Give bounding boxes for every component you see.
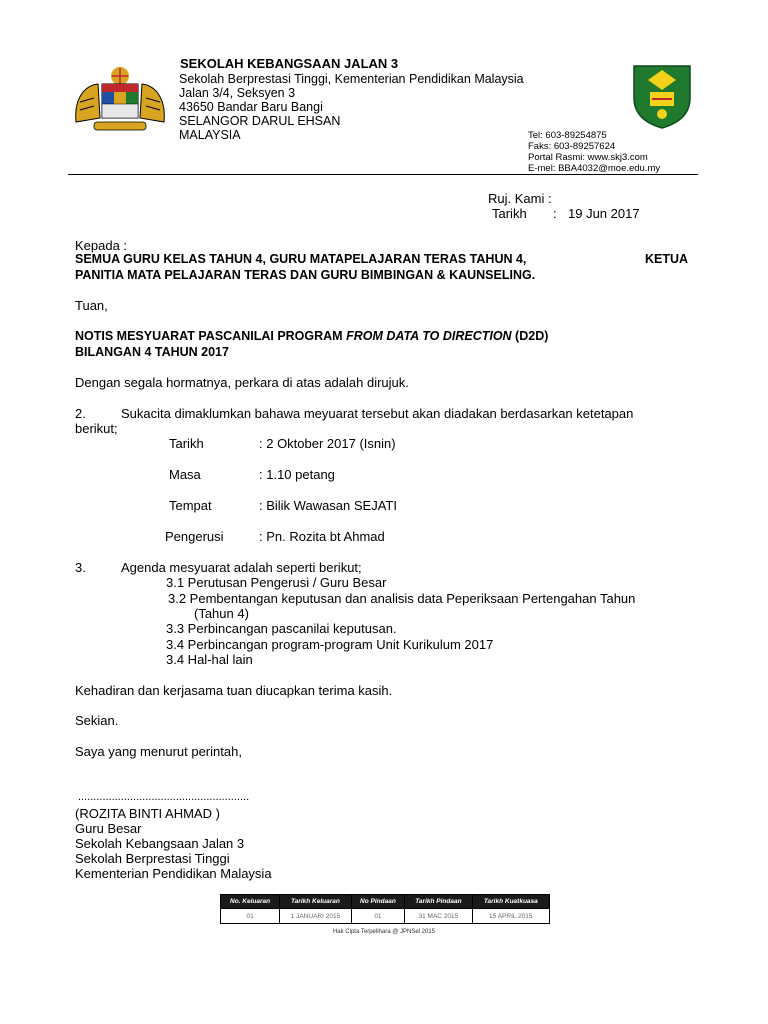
agenda-item: 3.1 Perutusan Pengerusi / Guru Besar xyxy=(166,575,387,590)
header-line-1: Sekolah Berprestasi Tinggi, Kementerian Pendidikan Malaysia xyxy=(179,72,524,86)
school-badge-logo xyxy=(628,58,696,130)
detail-label: Masa xyxy=(169,467,201,482)
copyright-notice: Hak Cipta Terpelihara @ JPNSel 2015 xyxy=(332,929,436,935)
signatory-school-status: Sekolah Berprestasi Tinggi xyxy=(75,851,230,866)
kepada-label: Kepada : xyxy=(75,238,128,253)
header-line-3: 43650 Bandar Baru Bangi xyxy=(179,100,323,114)
salutation: Tuan, xyxy=(75,298,108,313)
table-cell: 1 JANUARI 2015 xyxy=(280,909,352,924)
table-cell: 01 xyxy=(351,909,405,924)
table-header: No Pindaan xyxy=(351,895,405,909)
agenda-item: 3.4 Hal-hal lain xyxy=(166,652,253,667)
document-control-table xyxy=(220,894,550,924)
table-header: Tarikh Pindaan xyxy=(405,895,472,909)
sekian: Sekian. xyxy=(75,713,119,728)
recipient-line-1-end: KETUA xyxy=(645,252,689,266)
signatory-school: Sekolah Kebangsaan Jalan 3 xyxy=(75,836,245,851)
subject-line-2: BILANGAN 4 TAHUN 2017 xyxy=(75,345,229,359)
detail-label: Tempat xyxy=(169,498,212,513)
table-header: Tarikh Keluaran xyxy=(280,895,352,909)
detail-value: : Pn. Rozita bt Ahmad xyxy=(259,529,385,544)
school-name: SEKOLAH KEBANGSAAN JALAN 3 xyxy=(180,56,399,71)
ref-tarikh-value: 19 Jun 2017 xyxy=(568,206,640,221)
table-cell: 15 APRIL 2015 xyxy=(472,909,549,924)
recipient-line-1: SEMUA GURU KELAS TAHUN 4, GURU MATAPELAJARAN TERAS TAHUN 4, xyxy=(75,252,527,266)
para-2-number: 2. xyxy=(75,406,86,421)
ref-tarikh-label: Tarikh xyxy=(492,206,527,221)
signature-line: ........................................................ xyxy=(78,791,250,803)
table-header-row xyxy=(221,895,550,909)
agenda-item-cont: (Tahun 4) xyxy=(194,606,249,621)
detail-value: : Bilik Wawasan SEJATI xyxy=(259,498,397,513)
table-row xyxy=(221,909,550,924)
agenda-item: 3.3 Perbincangan pascanilai keputusan. xyxy=(166,621,397,636)
contact-portal: Portal Rasmi: www.skj3.com xyxy=(528,152,648,163)
signatory-ministry: Kementerian Pendidikan Malaysia xyxy=(75,866,272,881)
header-line-4: SELANGOR DARUL EHSAN xyxy=(179,114,341,128)
detail-value: : 2 Oktober 2017 (Isnin) xyxy=(259,436,396,451)
closing-line: Saya yang menurut perintah, xyxy=(75,744,242,759)
table-cell: 31 MAC 2015 xyxy=(405,909,472,924)
table-header: Tarikh Kuatkuasa xyxy=(472,895,549,909)
para-2-text: Sukacita dimaklumkan bahawa meyuarat tersebut akan diadakan berdasarkan ketetapan xyxy=(121,406,634,421)
recipient-line-2: PANITIA MATA PELAJARAN TERAS DAN GURU BIMBINGAN & KAUNSELING. xyxy=(75,268,536,282)
opening-paragraph: Dengan segala hormatnya, perkara di atas adalah dirujuk. xyxy=(75,375,409,390)
header-line-5: MALAYSIA xyxy=(179,128,241,142)
ref-tarikh-sep: : xyxy=(553,206,557,221)
signatory-title: Guru Besar xyxy=(75,821,142,836)
detail-label: Tarikh xyxy=(169,436,204,451)
para-3-text: Agenda mesyuarat adalah seperti berikut; xyxy=(121,560,362,575)
subject-line-1: NOTIS MESYUARAT PASCANILAI PROGRAM FROM DATA TO DIRECTION (D2D) xyxy=(75,329,549,343)
para-2-cont: berikut; xyxy=(75,421,118,436)
ref-ruj: Ruj. Kami : xyxy=(488,191,552,206)
signatory-name: (ROZITA BINTI AHMAD ) xyxy=(75,806,220,821)
agenda-item: 3.4 Perbincangan program-program Unit Kurikulum 2017 xyxy=(166,637,494,652)
header-divider xyxy=(68,174,698,175)
agenda-item: 3.2 Pembentangan keputusan dan analisis data Peperiksaan Pertengahan Tahun xyxy=(168,591,636,606)
para-3-number: 3. xyxy=(75,560,86,575)
table-cell: 01 xyxy=(221,909,280,924)
table-header: No. Keluaran xyxy=(221,895,280,909)
coat-of-arms-logo xyxy=(68,62,172,136)
contact-fax: Faks: 603-89257624 xyxy=(528,141,616,152)
contact-email: E-mel: BBA4032@moe.edu.my xyxy=(528,163,661,174)
thanks-paragraph: Kehadiran dan kerjasama tuan diucapkan terima kasih. xyxy=(75,683,393,698)
detail-value: : 1.10 petang xyxy=(259,467,335,482)
contact-tel: Tel: 603-89254875 xyxy=(528,130,607,141)
header-line-2: Jalan 3/4, Seksyen 3 xyxy=(179,86,296,100)
detail-label: Pengerusi xyxy=(165,529,224,544)
